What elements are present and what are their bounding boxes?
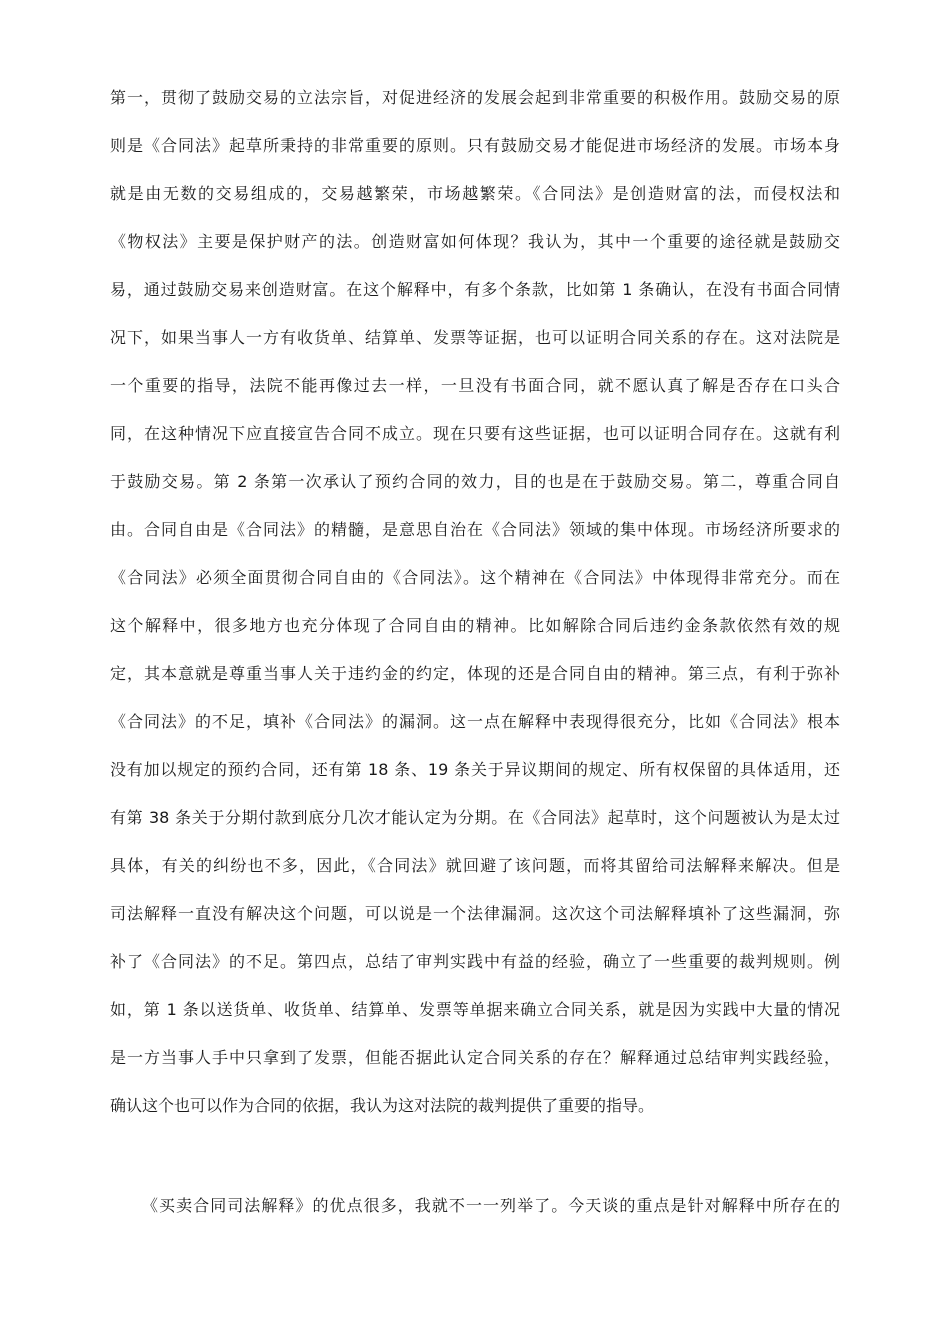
text-line: 具体，有关的纠纷也不多，因此，《合同法》就回避了该问题，而将其留给司法解释来解决。但是	[110, 856, 840, 875]
text-line: 是一方当事人手中只拿到了发票，但能否据此认定合同关系的存在？解释通过总结审判实践经验，	[110, 1048, 840, 1067]
text-line: 如，第 1 条以送货单、收货单、结算单、发票等单据来确立合同关系，就是因为实践中大量的情况	[110, 1000, 840, 1019]
text-line: 司法解释一直没有解决这个问题，可以说是一个法律漏洞。这次这个司法解释填补了这些漏洞，弥	[110, 904, 840, 923]
text-line: 就是由无数的交易组成的，交易越繁荣，市场越繁荣。《合同法》是创造财富的法，而侵权法和	[110, 184, 840, 203]
text-line: 没有加以规定的预约合同，还有第 18 条、19 条关于异议期间的规定、所有权保留的具体适用，还	[110, 760, 840, 779]
body-paragraph-2	[110, 1182, 840, 1230]
text-line: 况下，如果当事人一方有收货单、结算单、发票等证据，也可以证明合同关系的存在。这对法院是	[110, 328, 840, 347]
text-line: 则是《合同法》起草所秉持的非常重要的原则。只有鼓励交易才能促进市场经济的发展。市场本身	[110, 136, 840, 155]
text-line: 这个解释中，很多地方也充分体现了合同自由的精神。比如解除合同后违约金条款依然有效的规	[110, 616, 840, 635]
text-line: 易，通过鼓励交易来创造财富。在这个解释中，有多个条款，比如第 1 条确认，在没有书面合同情	[110, 280, 840, 299]
text-line: 由。合同自由是《合同法》的精髓，是意思自治在《合同法》领域的集中体现。市场经济所要求的	[110, 520, 840, 539]
text-line: 确认这个也可以作为合同的依据，我认为这对法院的裁判提供了重要的指导。	[110, 1096, 655, 1115]
text-line: 补了《合同法》的不足。第四点，总结了审判实践中有益的经验，确立了一些重要的裁判规则。例	[110, 952, 840, 971]
body-paragraph-1	[110, 74, 840, 1130]
text-line: 一个重要的指导，法院不能再像过去一样，一旦没有书面合同，就不愿认真了解是否存在口头合	[110, 376, 840, 395]
text-line: 定，其本意就是尊重当事人关于违约金的约定，体现的还是合同自由的精神。第三点，有利于弥补	[110, 664, 840, 683]
text-line: 第一，贯彻了鼓励交易的立法宗旨，对促进经济的发展会起到非常重要的积极作用。鼓励交易的原	[110, 88, 840, 107]
text-line: 《买卖合同司法解释》的优点很多，我就不一一列举了。今天谈的重点是针对解释中所存在的	[142, 1196, 840, 1215]
text-line: 《物权法》主要是保护财产的法。创造财富如何体现？我认为，其中一个重要的途径就是鼓励交	[110, 232, 840, 251]
text-line: 《合同法》的不足，填补《合同法》的漏洞。这一点在解释中表现得很充分，比如《合同法》根本	[110, 712, 840, 731]
text-line: 于鼓励交易。第 2 条第一次承认了预约合同的效力，目的也是在于鼓励交易。第二，尊重合同自	[110, 472, 840, 491]
text-line: 同，在这种情况下应直接宣告合同不成立。现在只要有这些证据，也可以证明合同存在。这就有利	[110, 424, 840, 443]
text-line: 《合同法》必须全面贯彻合同自由的《合同法》。这个精神在《合同法》中体现得非常充分。而在	[110, 568, 840, 587]
text-line: 有第 38 条关于分期付款到底分几次才能认定为分期。在《合同法》起草时，这个问题被认为是太过	[110, 808, 840, 827]
